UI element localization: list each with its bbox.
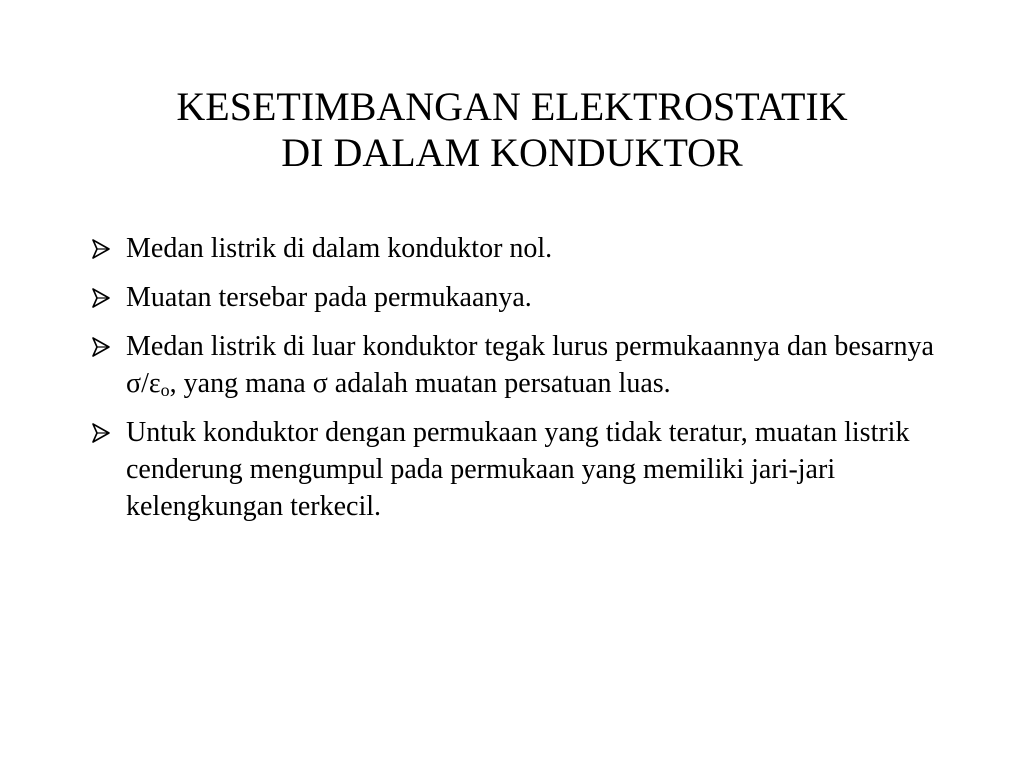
arrow-bullet-icon [88, 414, 116, 451]
bullet-item [88, 328, 948, 402]
bullet-text-part: Medan listrik di luar konduktor tegak lurus permukaannya dan besarnya [126, 331, 934, 362]
arrow-bullet-icon [88, 279, 116, 316]
slash-symbol: / [141, 368, 149, 399]
bullet-text: Medan listrik di dalam konduktor nol. [126, 233, 553, 264]
bullet-text [126, 331, 934, 399]
sigma-symbol: σ [312, 368, 328, 399]
bullet-text: Untuk konduktor dengan permukaan yang tidak teratur, muatan listrik cenderung mengumpul pada permukaan yang memiliki jari-jari kelengkungan terkecil. [126, 417, 910, 522]
epsilon-symbol: ε [148, 368, 161, 399]
title-line-2: DI DALAM KONDUKTOR [281, 130, 743, 175]
bullet-text-part: , yang mana [169, 368, 313, 399]
sigma-symbol: σ [126, 368, 142, 399]
slide-title [0, 84, 1024, 176]
epsilon-subscript: o [160, 380, 170, 400]
title-line-1: KESETIMBANGAN ELEKTROSTATIK [176, 84, 848, 129]
bullet-text: Muatan tersebar pada permukaanya. [126, 282, 532, 313]
bullet-list [88, 230, 948, 537]
bullet-text-part: adalah muatan persatuan luas. [327, 368, 671, 399]
bullet-item [88, 279, 948, 316]
bullet-item [88, 230, 948, 267]
arrow-bullet-icon [88, 230, 116, 267]
bullet-item [88, 414, 948, 525]
arrow-bullet-icon [88, 328, 116, 365]
